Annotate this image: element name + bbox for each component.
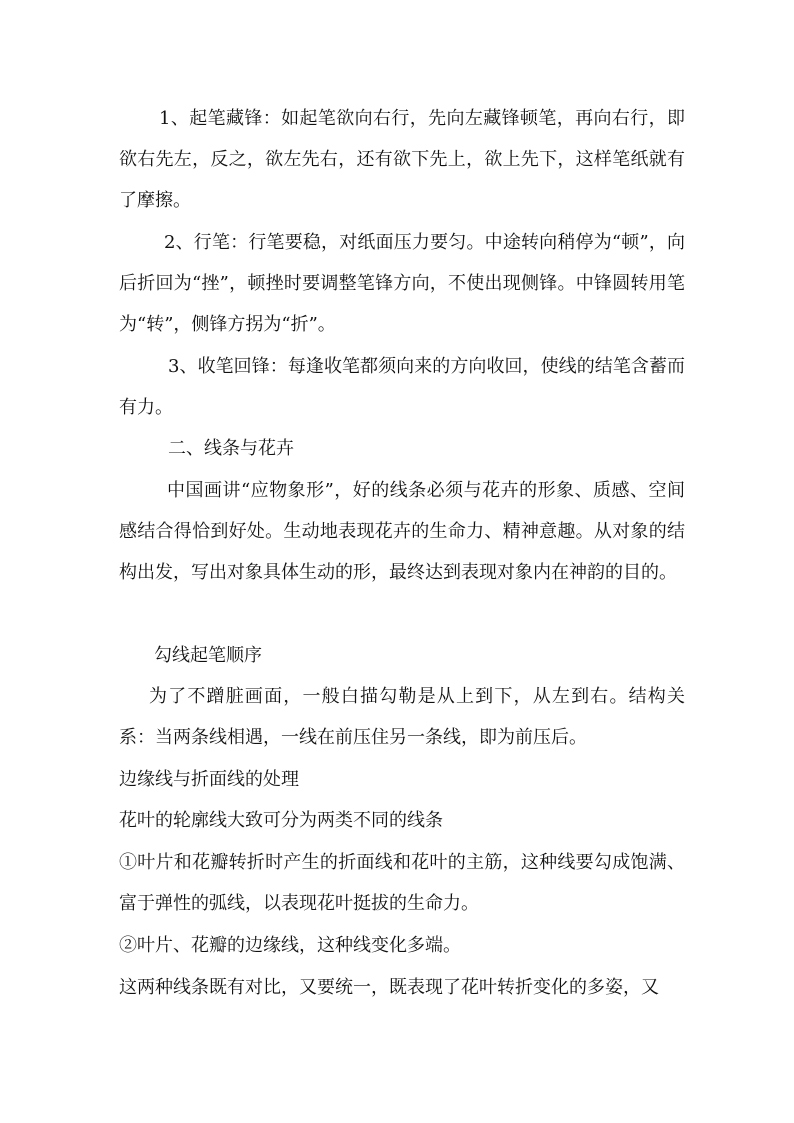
section-heading-lines-flowers: 二、线条与花卉 (168, 438, 294, 459)
paragraph-contrast-unity: 这两种线条既有对比，又要统一，既表现了花叶转折变化的多姿，又 (119, 977, 659, 998)
heading-outline-order: 勾线起笔顺序 (154, 645, 262, 666)
paragraph-moving-stroke: 2、行笔：行笔要稳，对纸面压力要匀。中途转向稍停为“顿”，向后折回为“挫”，顿挫时要调整笔锋方向，不使出现侧锋。中锋圆转用笔为“转”，侧锋方拐为“折”。 (119, 232, 685, 335)
heading-edge-fold-lines: 边缘线与折面线的处理 (119, 769, 299, 790)
paragraph-end-stroke: 3、收笔回锋：每逢收笔都须向来的方向收回，使线的结笔含蓄而有力。 (119, 356, 685, 418)
paragraph-start-stroke: 1、起笔藏锋：如起笔欲向右行，先向左藏锋顿笔，再向右行，即欲右先左，反之，欲左先右，还有欲下先上，欲上先下，这样笔纸就有了摩擦。 (119, 108, 685, 211)
paragraph-two-line-types: 花叶的轮廓线大致可分为两类不同的线条 (119, 810, 443, 831)
paragraph-edge-lines: ②叶片、花瓣的边缘线，这种线变化多端。 (119, 935, 461, 956)
paragraph-outline-order: 为了不蹭脏画面，一般白描勾勒是从上到下，从左到右。结构关系：当两条线相遇，一线在前压住另一条线，即为前压后。 (119, 686, 685, 748)
paragraph-fold-lines: ①叶片和花瓣转折时产生的折面线和花叶的主筋，这种线要勾成饱满、富于弹性的弧线，以表现花叶挺拔的生命力。 (119, 852, 685, 914)
paragraph-chinese-painting: 中国画讲“应物象形”，好的线条必须与花卉的形象、质感、空间感结合得恰到好处。生动地表现花卉的生命力、精神意趣。从对象的结构出发，写出对象具体生动的形，最终达到表现对象内在神韵的目的。 (119, 480, 685, 583)
